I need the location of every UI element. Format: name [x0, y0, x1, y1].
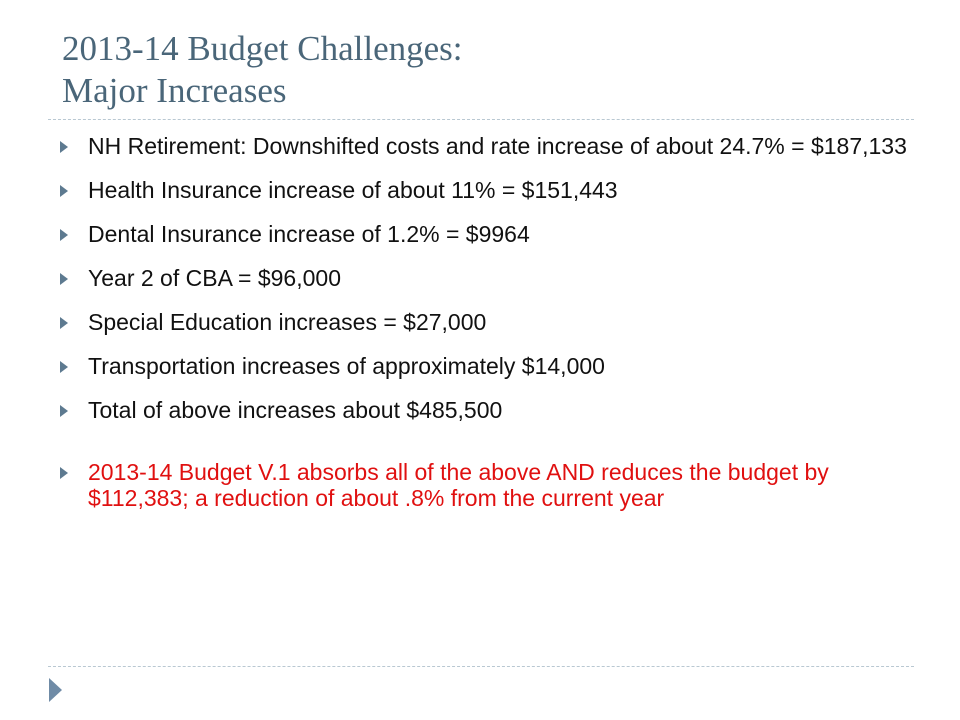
list-item-dental-insurance: [58, 221, 908, 247]
corner-arrow-icon: [49, 678, 62, 702]
triangle-bullet-icon: [60, 229, 68, 241]
bullet-text-highlight: 2013-14 Budget V.1 absorbs all of the above AND reduces the budget by $112,383; a reduction of about .8% from the current year: [88, 459, 829, 511]
bullet-text: Total of above increases about $485,500: [88, 397, 503, 423]
bullet-text: Dental Insurance increase of 1.2% = $9964: [88, 221, 530, 247]
bullet-text: Year 2 of CBA = $96,000: [88, 265, 341, 291]
title-divider: [48, 119, 914, 120]
triangle-bullet-icon: [60, 273, 68, 285]
title-line-1: 2013-14 Budget Challenges:: [62, 29, 463, 68]
list-item-retirement: [58, 133, 908, 159]
triangle-bullet-icon: [60, 467, 68, 479]
list-item-health-insurance: [58, 177, 908, 203]
list-item-special-education: [58, 309, 908, 335]
list-item-cba: [58, 265, 908, 291]
bullet-text: NH Retirement: Downshifted costs and rate increase of about 24.7% = $187,133: [88, 133, 907, 159]
triangle-bullet-icon: [60, 361, 68, 373]
bullet-text: Health Insurance increase of about 11% = $151,443: [88, 177, 618, 203]
bullet-list: [58, 133, 908, 529]
bullet-text: Transportation increases of approximately $14,000: [88, 353, 605, 379]
list-item-total: [58, 397, 908, 423]
list-item-transportation: [58, 353, 908, 379]
triangle-bullet-icon: [60, 317, 68, 329]
title-line-2: Major Increases: [62, 71, 287, 110]
triangle-bullet-icon: [60, 185, 68, 197]
triangle-bullet-icon: [60, 405, 68, 417]
bullet-text: Special Education increases = $27,000: [88, 309, 487, 335]
footer-divider: [48, 666, 914, 667]
slide-title: [62, 28, 922, 112]
list-item-budget-summary: [58, 459, 908, 511]
triangle-bullet-icon: [60, 141, 68, 153]
